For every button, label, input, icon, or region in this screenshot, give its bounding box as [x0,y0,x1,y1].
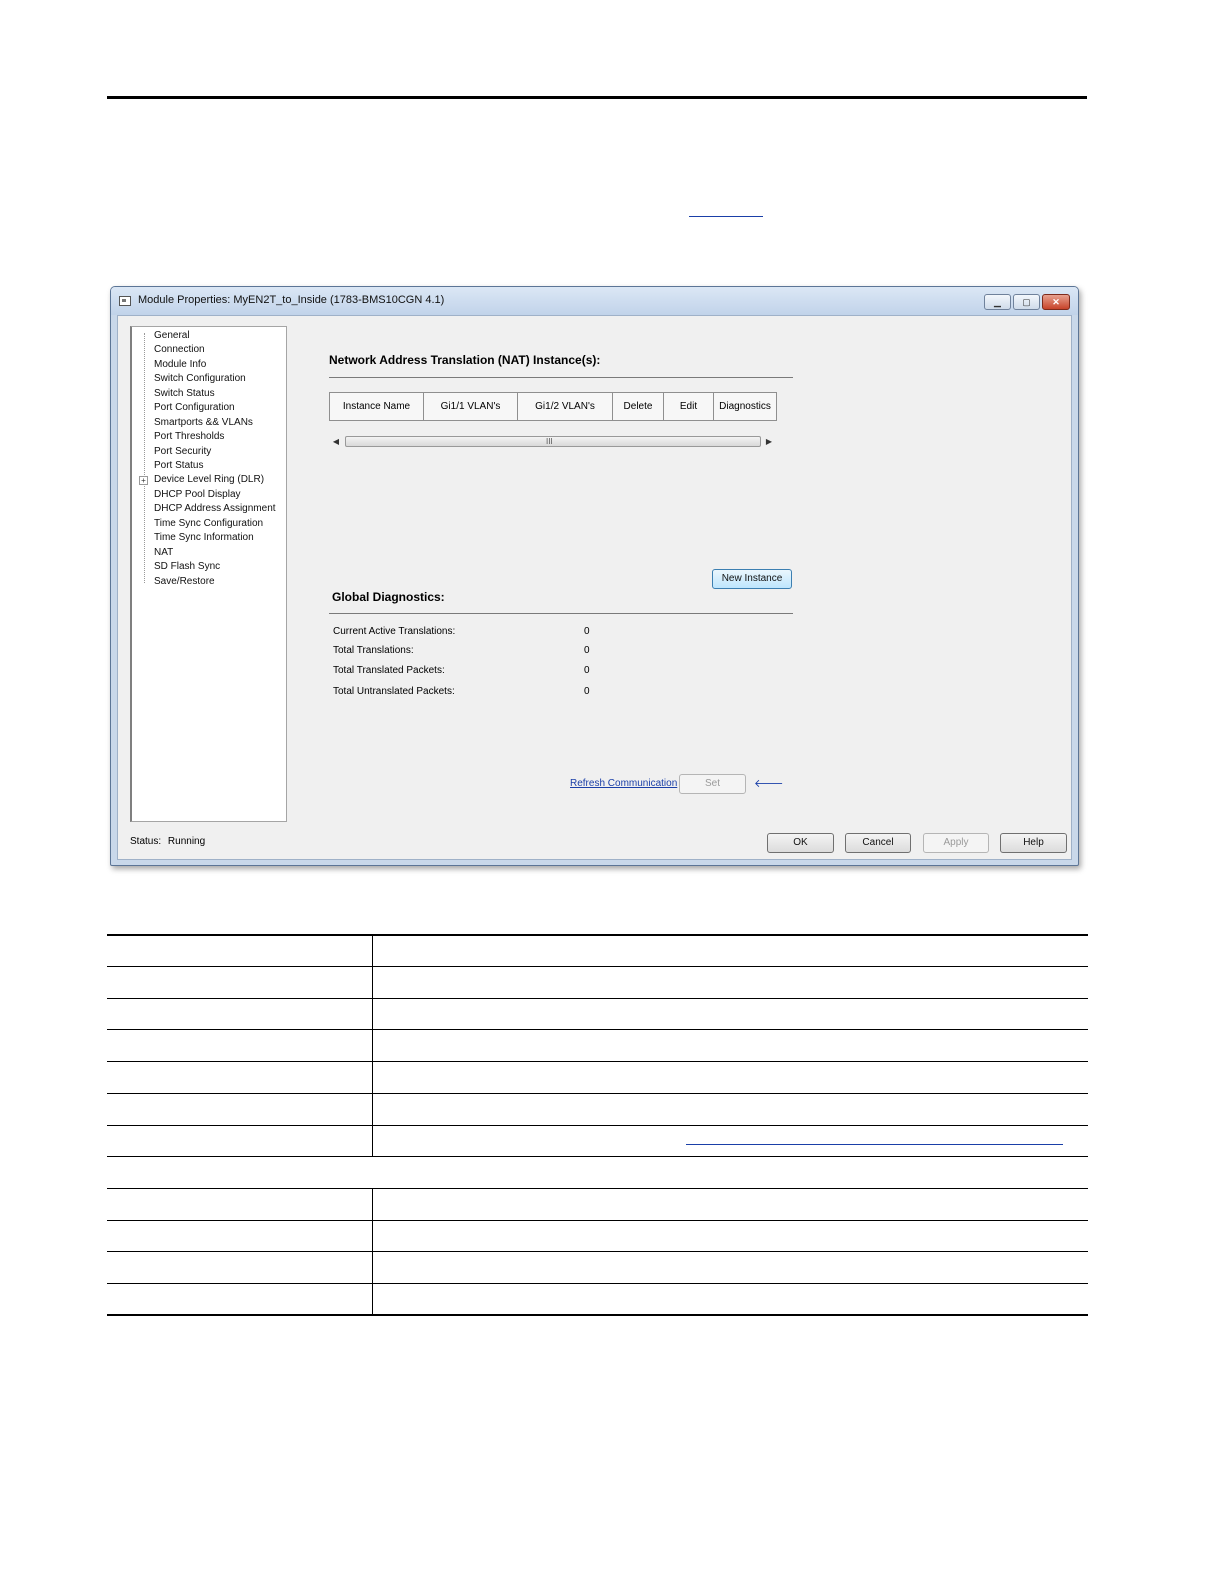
ok-button[interactable]: OK [767,833,834,853]
tree-item-save-restore[interactable]: Save/Restore [154,576,215,587]
table-top-rule [107,934,1088,936]
status-value: Running [167,836,206,847]
table-row-rule [107,1029,1088,1030]
column-header-delete[interactable]: Delete [613,392,664,421]
global-diagnostics-rule [329,613,793,614]
diag-value-total-translations: 0 [584,645,590,656]
tree-item-smartports-vlans[interactable]: Smartports && VLANs [154,417,253,428]
tree-item-time-sync-information[interactable]: Time Sync Information [154,532,254,543]
status-label: Status: [130,836,162,847]
category-tree[interactable] [130,326,287,822]
refresh-communication-link[interactable]: Refresh Communication [570,778,678,789]
scroll-thumb[interactable] [345,436,761,447]
table-row-rule [107,1156,1088,1157]
nat-section-rule [329,377,793,378]
table-row-rule [107,1220,1088,1221]
table-row-rule [107,1251,1088,1252]
tree-item-port-configuration[interactable]: Port Configuration [154,402,235,413]
table-bottom-rule [107,1314,1088,1316]
table-column-divider [372,1188,373,1315]
tree-item-dhcp-pool-display[interactable]: DHCP Pool Display [154,489,241,500]
diag-value-untranslated-packets: 0 [584,686,590,697]
expand-plus-icon[interactable]: + [139,476,148,485]
tree-item-general[interactable]: General [154,330,190,341]
tree-item-connection[interactable]: Connection [154,344,205,355]
dialog-client-area [117,315,1072,860]
nat-section-title: Network Address Translation (NAT) Instance(s): [329,353,601,367]
scroll-grip: III [546,437,553,446]
tree-connector-line [144,333,145,583]
scroll-right-arrow-icon[interactable]: ▶ [765,437,773,446]
tree-item-switch-status[interactable]: Switch Status [154,388,215,399]
table-row-rule [107,1283,1088,1284]
tree-item-port-status[interactable]: Port Status [154,460,204,471]
table-column-divider [372,935,373,1156]
column-header-gi1-2-vlans[interactable]: Gi1/2 VLAN's [518,392,613,421]
column-header-instance-name[interactable]: Instance Name [329,392,424,421]
tree-item-dlr[interactable]: Device Level Ring (DLR) [154,474,265,485]
diag-label-untranslated-packets: Total Untranslated Packets: [333,686,455,697]
tree-item-sd-flash-sync[interactable]: SD Flash Sync [154,561,221,572]
table-row-rule [107,1093,1088,1094]
module-properties-window [110,286,1079,866]
diag-label-current-active: Current Active Translations: [333,626,456,637]
diag-value-current-active: 0 [584,626,590,637]
set-button[interactable]: Set [679,774,746,794]
tree-item-module-info[interactable]: Module Info [154,359,207,370]
horizontal-scrollbar[interactable] [329,435,775,449]
column-header-gi1-1-vlans[interactable]: Gi1/1 VLAN's [424,392,518,421]
table-row-rule [107,1061,1088,1062]
new-instance-button[interactable]: New Instance [712,569,792,589]
tree-item-dhcp-address-assignment[interactable]: DHCP Address Assignment [154,503,276,514]
help-button[interactable]: Help [1000,833,1067,853]
tree-item-port-security[interactable]: Port Security [154,446,212,457]
status-bar [130,836,205,847]
diag-label-translated-packets: Total Translated Packets: [333,665,445,676]
diag-value-translated-packets: 0 [584,665,590,676]
nat-instance-grid-header [329,392,777,421]
table-row-rule [107,1188,1088,1189]
window-app-icon [119,296,131,306]
tree-item-time-sync-configuration[interactable]: Time Sync Configuration [154,518,264,529]
arrow-left-icon: 🡐 [754,778,784,790]
diag-label-total-translations: Total Translations: [333,645,414,656]
table-row-rule [107,1125,1088,1126]
cancel-button[interactable]: Cancel [845,833,911,853]
maximize-button[interactable]: ▢ [1013,294,1040,310]
column-header-edit[interactable]: Edit [664,392,714,421]
title-bar [111,287,1078,315]
table-row-rule [107,966,1088,967]
tree-item-port-thresholds[interactable]: Port Thresholds [154,431,225,442]
table-cross-reference-link[interactable] [686,1144,1063,1145]
table-row-rule [107,998,1088,999]
global-diagnostics-title: Global Diagnostics: [332,590,445,604]
scroll-left-arrow-icon[interactable]: ◀ [332,437,340,446]
cross-reference-link[interactable] [689,216,763,217]
page-top-rule [107,96,1087,99]
close-button[interactable]: ✕ [1042,294,1070,310]
minimize-button[interactable]: ▁ [984,294,1011,310]
tree-item-switch-configuration[interactable]: Switch Configuration [154,373,246,384]
window-title: Module Properties: MyEN2T_to_Inside (1783-BMS10CGN 4.1) [138,294,445,306]
tree-item-nat[interactable]: NAT [154,547,174,558]
apply-button[interactable]: Apply [923,833,989,853]
column-header-diagnostics[interactable]: Diagnostics [714,392,777,421]
